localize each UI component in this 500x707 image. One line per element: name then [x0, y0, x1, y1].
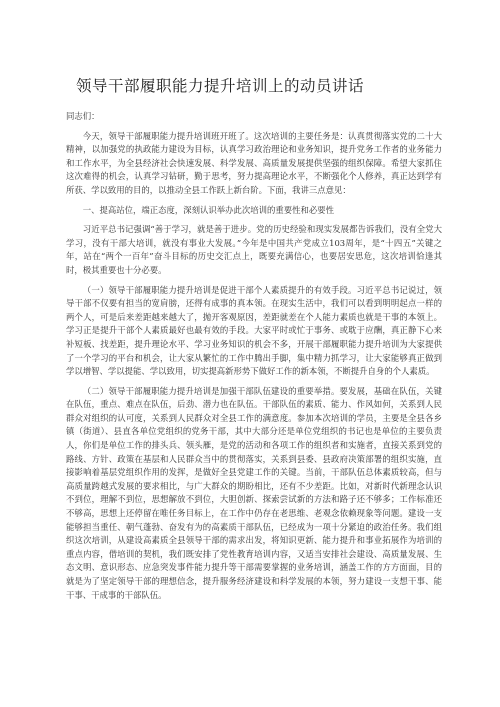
paragraph-point-1: （一）领导干部履职能力提升培训是促进干部个人素质提升的有效手段。习近平总书记说过，领导干部不仅要有担当的宽肩膀，还得有成事的真本领。在现实生活中，我们可以看到明明起点一样的两个人，可是后来差距越来越大了，抛开客观原因，差距就差在个人能力素质也就是干事的本领上。学习正是提升干部个人素质最好也最有效的手段。大家平时或忙于事务、或耽于应酬，真正静下心来补短板、找差距，提升理论水平、学习业务知识的机会不多，开展干部履职能力提升培训为大家提供了一个学习的平台和机会，让大家从繁忙的工作中腾出手脚，集中精力抓学习，让大家能够真正做到学以增智、学以提能、学以致用，切实提高新形势下做好工作的新本领，不断提升自身的个人素质。: [66, 284, 442, 377]
document-title: 领导干部履职能力提升培训上的动员讲话: [76, 77, 365, 95]
paragraph-quote: 习近平总书记强调“善于学习，就是善于进步。党的历史经验和现实发展都告诉我们，没有全党大学习，没有干部大培训，就没有事业大发展。”今年是中国共产党成立103周年，是“十四五”关键之年，站在“两个一百年”奋斗目标的历史交汇点上，既要充满信心，也要居安思危，这次培训恰逢其时，极其重要也十分必要。: [66, 224, 442, 275]
section-heading-1: 一、提高站位，端正态度，深刻认识举办此次培训的重要性和必要性: [82, 204, 335, 215]
paragraph-intro: 今天，领导干部履职能力提升培训班开班了。这次培训的主要任务是：认真贯彻落实党的二十大精神，以加强党的执政能力建设为目标，认真学习政治理论和业务知识，提升党务工作者的业务能力和工作水平，为全县经济社会快速发展、科学发展、高质量发展提供坚强的组织保障。希望大家抓住这次难得的机会，认真学习钻研，勤于思考，努力提高理论水平，不断强化个人修养，真正达到学有所获、学以致用的目的，以推动全县工作跃上新台阶。下面，我讲三点意见：: [66, 130, 442, 195]
paragraph-point-2: （二）领导干部履职能力提升培训是加强干部队伍建设的重要举措。要发展，基础在队伍，关键在队伍，重点、难点在队伍，后劲、潜力也在队伍。干部队伍的素质、能力、作风如何，关系到人民群众对组织的认可度，关系到人民群众对全县工作的满意度。参加本次培训的学员，主要是全县各乡镇（街道）、县直各单位党组织的党务干部，其中大部分还是单位党组织的书记也是单位的主要负责人，你们是单位工作的排头兵、领头雁，是党的活动和各项工作的组织者和实施者，直接关系到党的路线、方针、政策在基层和人民群众当中的贯彻落实，关系到县委、县政府决策部署的组织实施，直接影响着基层党组织作用的发挥，是做好全县党建工作的关键。当前，干部队伍总体素质较高，但与高质量跨越式发展的要求相比，与广大群众的期盼相比，还有不少差距。比如，对新时代新理念认识不到位，理解不到位，思想解放不到位，大胆创新、探索尝试新的方法和路子还不够多；工作标准还不够高，思想上还停留在唯任务目标上，在工作中仍存在老思维、老观念依赖现象等问题。建设一支能够担当重任、朝气蓬勃、奋发有为的高素质干部队伍，已经成为一项十分紧迫的政治任务。我们组织这次培训，从建设高素质全县领导干部的需求出发，将知识更新、能力提升和事业拓展作为培训的重点内容，借培训的契机，我们既安排了党性教育培训内容，又适当安排社会建设、高质量发展、生态文明、意识形态、应急突发事件能力提升等干部需要掌握的业务培训，涵盖工作的方方面面，目的就是为了坚定领导干部的理想信念，提升服务经济建设和科学发展的本领，努力建设一支想干事、能干事、干成事的干部队伍。: [66, 385, 442, 600]
greeting: 同志们：: [66, 111, 100, 121]
